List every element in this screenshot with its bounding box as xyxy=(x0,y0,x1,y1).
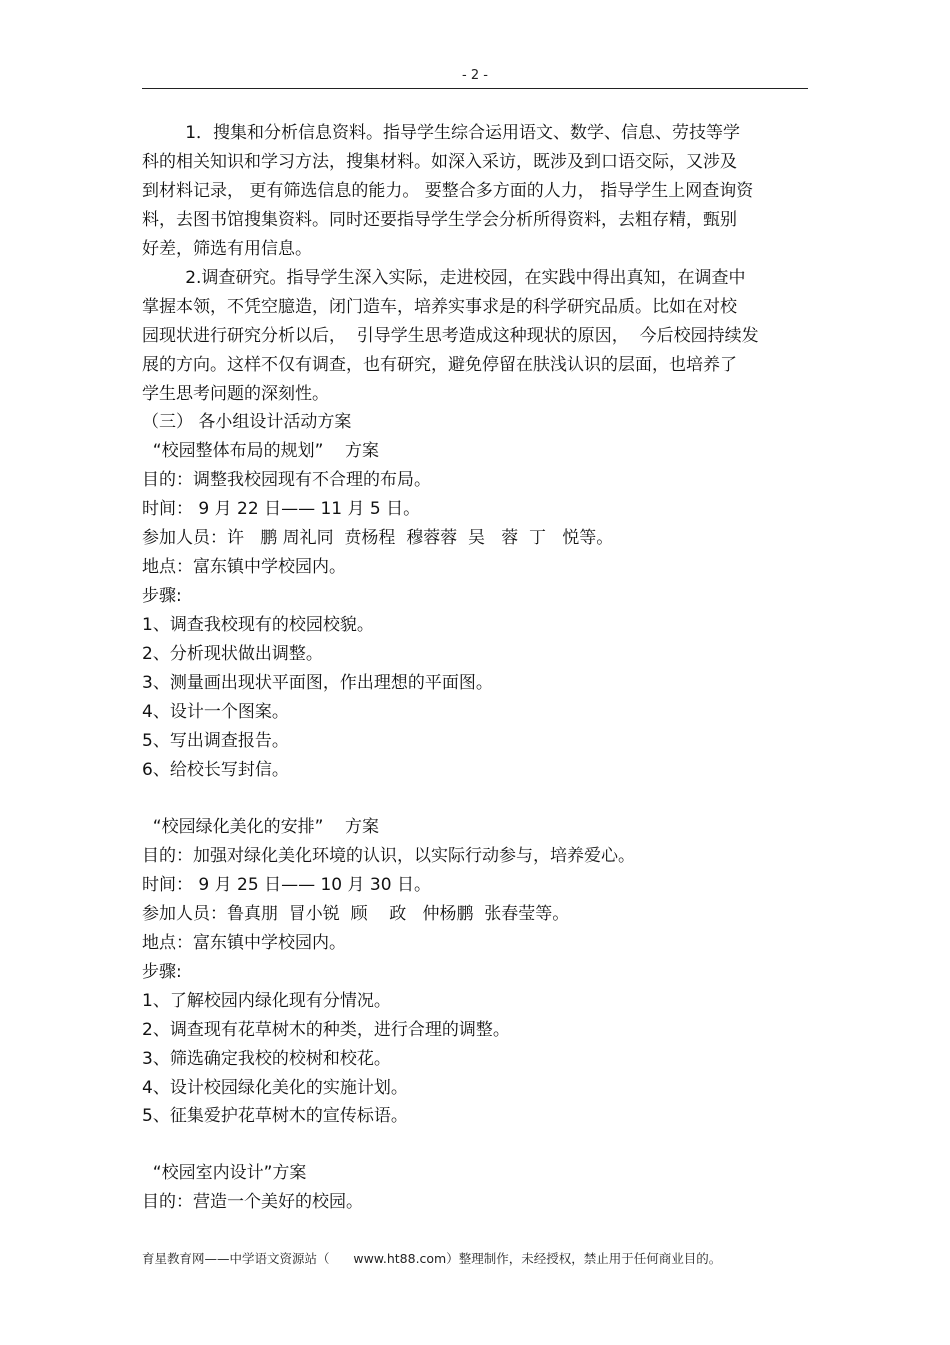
step-item: 4、设计校园绿化美化的实施计划。 xyxy=(142,1078,408,1098)
plan-title: “校园整体布局的规划” 方案 xyxy=(142,441,380,461)
page-number: - 2 - xyxy=(462,68,488,83)
plan-members: 参加人员：许 鹏 周礼同 贲杨程 穆蓉蓉 吴 蓉 丁 悦等。 xyxy=(142,528,614,548)
step-item: 3、筛选确定我校的校树和校花。 xyxy=(142,1049,391,1069)
step-item: 6、给校长写封信。 xyxy=(142,760,289,780)
step-item: 2、分析现状做出调整。 xyxy=(142,644,323,664)
step-item: 1、调查我校现有的校园校貌。 xyxy=(142,615,374,635)
paragraph-line: 展的方向。这样不仅有调查，也有研究，避免停留在肤浅认识的层面，也培养了 xyxy=(142,355,737,375)
paragraph-line: 学生思考问题的深刻性。 xyxy=(142,384,329,404)
plan-title: “校园室内设计”方案 xyxy=(142,1163,307,1183)
paragraph-line: 1．搜集和分析信息资料。指导学生综合运用语文、数学、信息、劳技等学 xyxy=(142,123,741,143)
plan-title: “校园绿化美化的安排” 方案 xyxy=(142,817,380,837)
header-divider xyxy=(142,88,808,89)
step-item: 1、了解校园内绿化现有分情况。 xyxy=(142,991,391,1011)
step-item: 5、写出调查报告。 xyxy=(142,731,289,751)
plan-goal: 目的：调整我校园现有不合理的布局。 xyxy=(142,470,431,490)
paragraph-line: 到材料记录， 更有筛选信息的能力。 要整合多方面的人力， 指导学生上网查询资 xyxy=(142,181,754,201)
section-heading: （三） 各小组设计活动方案 xyxy=(142,412,352,432)
footer-note: 育星教育网——中学语文资源站（ www.ht88.com）整理制作，未经授权，禁止用于任何商业目的。 xyxy=(142,1251,722,1266)
paragraph-line: 2.调查研究。指导学生深入实际，走进校园，在实践中得出真知，在调查中 xyxy=(142,268,746,288)
step-item: 4、设计一个图案。 xyxy=(142,702,289,722)
plan-members: 参加人员：鲁真朋 冒小锐 顾 政 仲杨鹏 张春莹等。 xyxy=(142,904,570,924)
plan-time: 时间： 9 月 22 日—— 11 月 5 日。 xyxy=(142,499,421,519)
paragraph-line: 园现状进行研究分析以后， 引导学生思考造成这种现状的原因， 今后校园持续发 xyxy=(142,326,759,346)
paragraph-line: 料，去图书馆搜集资料。同时还要指导学生学会分析所得资料，去粗存精，甄别 xyxy=(142,210,737,230)
paragraph-line: 科的相关知识和学习方法，搜集材料。如深入采访，既涉及到口语交际，又涉及 xyxy=(142,152,737,172)
paragraph-line: 掌握本领，不凭空臆造，闭门造车，培养实事求是的科学研究品质。比如在对校 xyxy=(142,297,737,317)
plan-steps-label: 步骤: xyxy=(142,586,182,606)
step-item: 2、调查现有花草树木的种类，进行合理的调整。 xyxy=(142,1020,510,1040)
plan-location: 地点：富东镇中学校园内。 xyxy=(142,933,346,953)
plan-time: 时间： 9 月 25 日—— 10 月 30 日。 xyxy=(142,875,431,895)
plan-goal: 目的：营造一个美好的校园。 xyxy=(142,1192,363,1212)
plan-steps-label: 步骤: xyxy=(142,962,182,982)
step-item: 5、征集爱护花草树木的宣传标语。 xyxy=(142,1106,408,1126)
plan-goal: 目的：加强对绿化美化环境的认识，以实际行动参与，培养爱心。 xyxy=(142,846,635,866)
step-item: 3、测量画出现状平面图，作出理想的平面图。 xyxy=(142,673,493,693)
plan-location: 地点：富东镇中学校园内。 xyxy=(142,557,346,577)
paragraph-line: 好差，筛选有用信息。 xyxy=(142,239,312,259)
